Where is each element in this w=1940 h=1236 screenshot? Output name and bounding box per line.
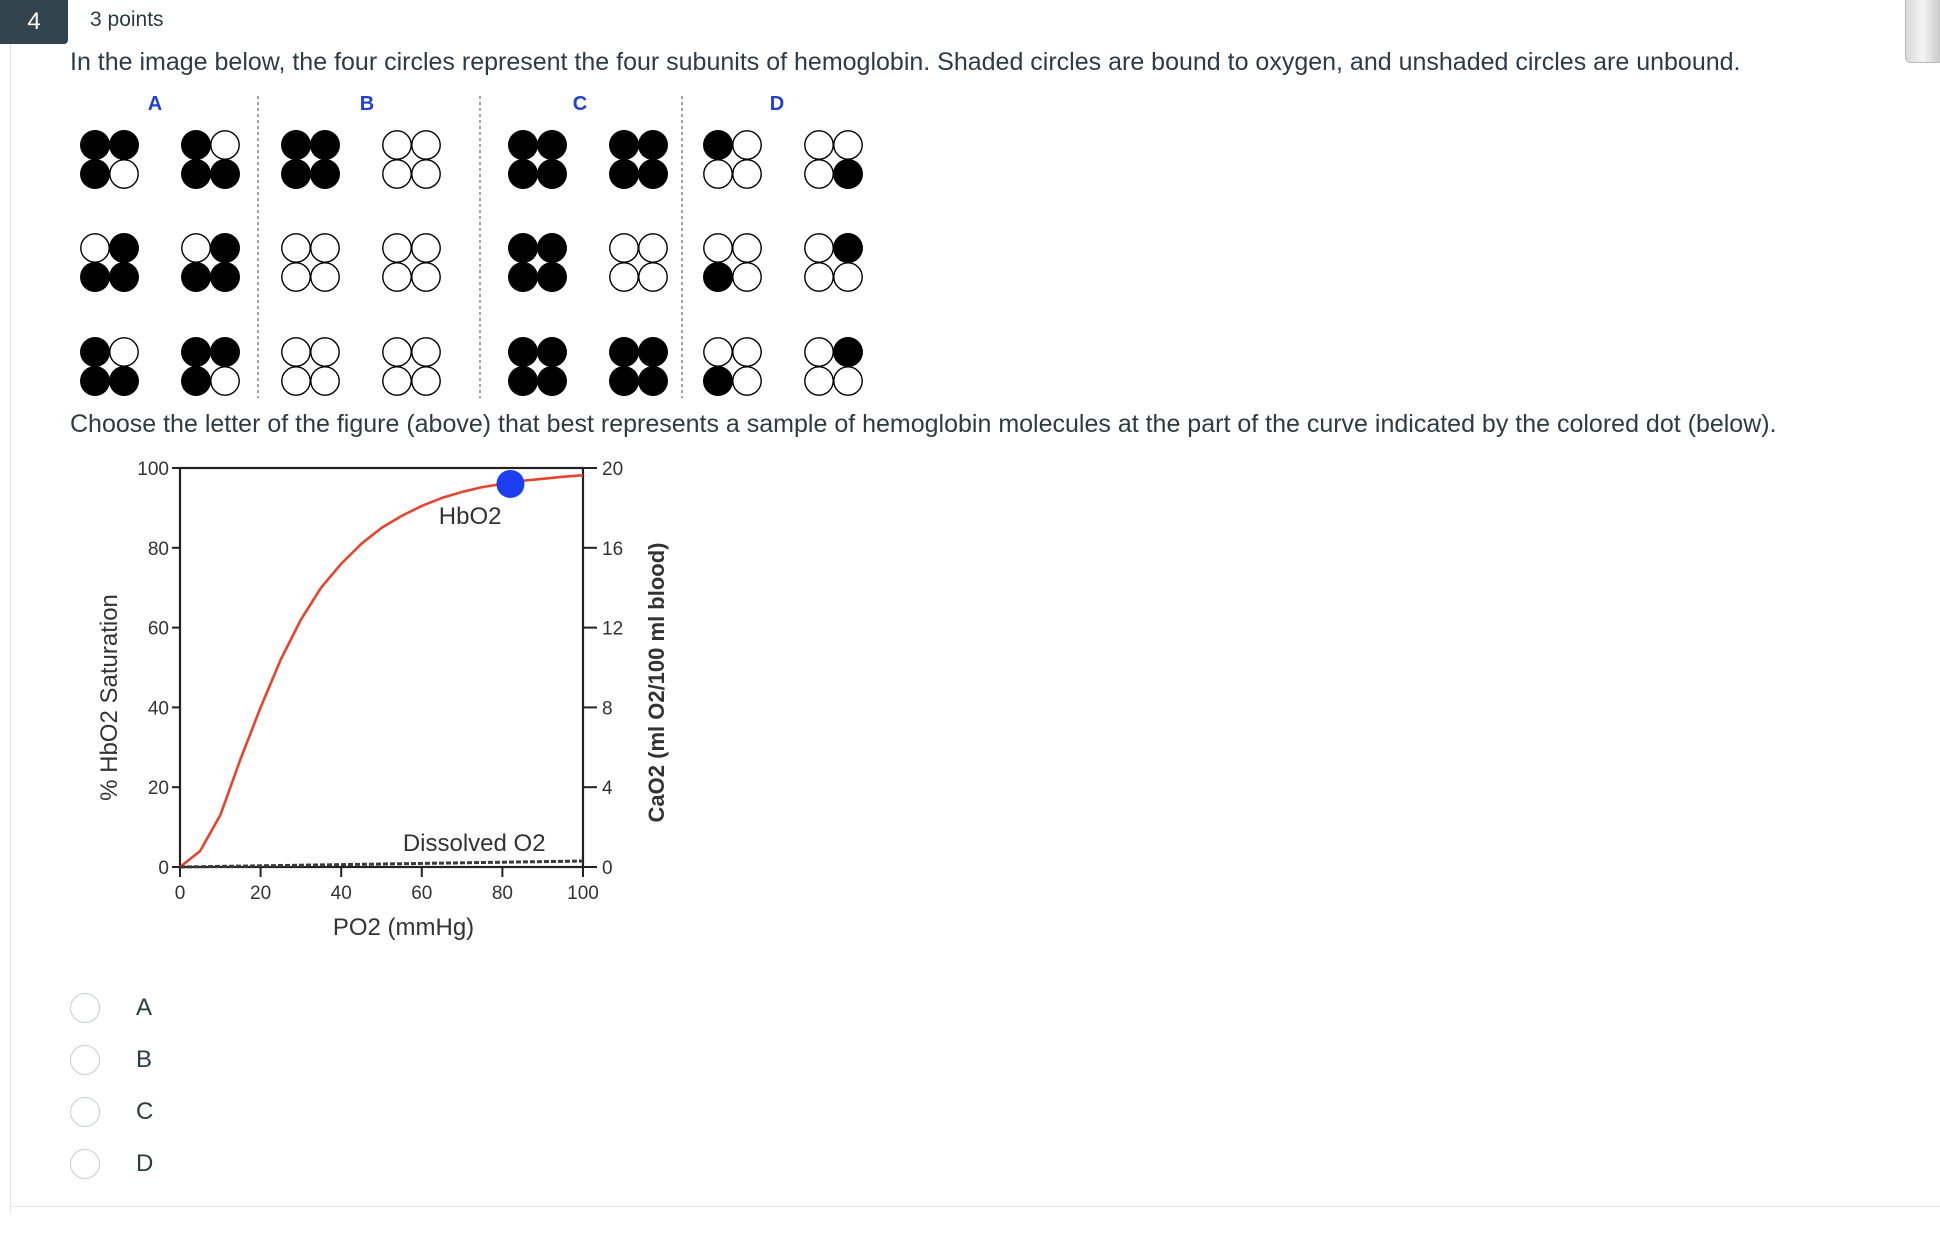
bound-subunit (80, 337, 110, 367)
bound-subunit (703, 262, 733, 292)
unbound-subunit (110, 160, 138, 188)
bound-subunit (537, 159, 567, 189)
unbound-subunit (805, 131, 833, 159)
unbound-subunit (704, 160, 732, 188)
hemoglobin-molecule (609, 337, 668, 396)
bound-subunit (80, 366, 110, 396)
hemoglobin-molecule (282, 234, 339, 291)
unbound-subunit (383, 367, 411, 395)
unbound-subunit (383, 160, 411, 188)
bound-subunit (609, 159, 639, 189)
bound-subunit (181, 262, 211, 292)
hemoglobin-molecule (805, 337, 863, 395)
unbound-subunit (704, 234, 732, 262)
unbound-subunit (733, 263, 761, 291)
hemoglobin-subunit-figure (0, 0, 1940, 410)
question-number: 4 (0, 0, 68, 44)
choice-a-label: A (136, 994, 153, 1021)
hemoglobin-molecule (703, 130, 761, 188)
y-right-tick-label: 16 (602, 538, 624, 560)
unbound-subunit (412, 338, 440, 366)
x-tick-label: 60 (411, 883, 433, 904)
hemoglobin-molecule (80, 233, 139, 292)
choice-c-label: C (136, 1098, 154, 1125)
y-right-tick-label: 12 (602, 618, 624, 640)
x-tick-label: 20 (250, 883, 272, 904)
bound-subunit (210, 233, 240, 263)
unbound-subunit (412, 160, 440, 188)
y-tick-label: 20 (147, 778, 169, 800)
unbound-subunit (834, 367, 862, 395)
bound-subunit (181, 130, 211, 160)
unbound-subunit (805, 367, 833, 395)
choice-d[interactable] (70, 1138, 153, 1190)
y-tick-label: 100 (137, 459, 169, 480)
unbound-subunit (81, 234, 109, 262)
unbound-subunit (412, 234, 440, 262)
unbound-subunit (834, 131, 862, 159)
bound-subunit (833, 233, 863, 263)
unbound-subunit (805, 234, 833, 262)
unbound-subunit (412, 263, 440, 291)
radio-d[interactable] (70, 1149, 100, 1179)
curve-marker-dot (496, 470, 524, 498)
question-points: 3 points (90, 8, 164, 31)
y-tick-label: 60 (147, 618, 169, 640)
hemoglobin-molecule (805, 131, 863, 189)
unbound-subunit (610, 234, 638, 262)
unbound-subunit (282, 367, 310, 395)
hemoglobin-molecule (80, 337, 139, 396)
unbound-subunit (733, 131, 761, 159)
unbound-subunit (383, 234, 411, 262)
dissolved-o2-annotation: Dissolved O2 (402, 830, 546, 858)
bound-subunit (508, 130, 538, 160)
bound-subunit (181, 337, 211, 367)
bound-subunit (508, 159, 538, 189)
unbound-subunit (805, 338, 833, 366)
x-tick-label: 80 (491, 883, 513, 904)
bound-subunit (80, 130, 110, 160)
bound-subunit (833, 337, 863, 367)
unbound-subunit (282, 234, 310, 262)
bound-subunit (537, 366, 567, 396)
bound-subunit (638, 366, 668, 396)
y-right-tick-label: 0 (602, 858, 613, 879)
bound-subunit (508, 262, 538, 292)
unbound-subunit (610, 263, 638, 291)
x-axis-label: PO2 (mmHg) (332, 914, 475, 941)
hemoglobin-molecule (383, 234, 440, 291)
hemoglobin-molecule (80, 130, 139, 189)
choice-b[interactable] (70, 1034, 153, 1086)
group-label-a: A (147, 93, 163, 115)
bound-subunit (80, 159, 110, 189)
bound-subunit (109, 366, 139, 396)
radio-a[interactable] (70, 993, 100, 1023)
bound-subunit (508, 233, 538, 263)
hemoglobin-molecule (703, 234, 761, 292)
y-right-tick-label: 4 (602, 778, 613, 800)
y-right-axis-label: CaO2 (ml O2/100 ml blood) (644, 542, 669, 823)
question-prompt: In the image below, the four circles represent the four subunits of hemoglobin. Shaded circles are bound to oxygen, and unshaded circles are unbound. (70, 48, 1741, 76)
unbound-subunit (733, 160, 761, 188)
unbound-subunit (733, 234, 761, 262)
unbound-subunit (182, 234, 210, 262)
group-label-d: D (769, 93, 785, 115)
bound-subunit (281, 159, 311, 189)
radio-c[interactable] (70, 1097, 100, 1127)
bound-subunit (210, 262, 240, 292)
choice-a[interactable] (70, 982, 153, 1034)
bound-subunit (833, 159, 863, 189)
unbound-subunit (282, 263, 310, 291)
hemoglobin-molecule (508, 130, 567, 189)
bound-subunit (210, 337, 240, 367)
hbo2-annotation: HbO2 (438, 502, 502, 530)
unbound-subunit (311, 263, 339, 291)
y-right-tick-label: 8 (602, 698, 613, 720)
bound-subunit (109, 262, 139, 292)
radio-b[interactable] (70, 1045, 100, 1075)
bound-subunit (281, 130, 311, 160)
bound-subunit (537, 233, 567, 263)
bound-subunit (508, 366, 538, 396)
bound-subunit (609, 130, 639, 160)
unbound-subunit (834, 263, 862, 291)
x-tick-label: 40 (330, 883, 352, 904)
hemoglobin-molecule (508, 337, 567, 396)
bound-subunit (703, 366, 733, 396)
unbound-subunit (639, 234, 667, 262)
unbound-subunit (311, 338, 339, 366)
hemoglobin-molecule (181, 233, 240, 292)
question-instruction: Choose the letter of the figure (above) that best represents a sample of hemoglobin molecules at the part of the curve indicated by the colored dot (below). (70, 410, 1777, 438)
hemoglobin-molecule (703, 338, 761, 396)
y-right-tick-label: 20 (602, 459, 624, 480)
unbound-subunit (383, 338, 411, 366)
unbound-subunit (110, 338, 138, 366)
hemoglobin-molecule (609, 130, 668, 189)
hemoglobin-molecule (805, 233, 863, 291)
group-label-b: B (359, 93, 375, 115)
bound-subunit (537, 337, 567, 367)
hbo2-curve (180, 475, 583, 867)
bound-subunit (80, 262, 110, 292)
bound-subunit (109, 233, 139, 263)
choice-d-label: D (136, 1150, 154, 1177)
unbound-subunit (412, 367, 440, 395)
unbound-subunit (733, 338, 761, 366)
unbound-subunit (639, 263, 667, 291)
bound-subunit (638, 337, 668, 367)
bottom-divider (10, 1206, 1940, 1207)
unbound-subunit (805, 160, 833, 188)
plot-frame (180, 468, 583, 867)
unbound-subunit (383, 263, 411, 291)
bound-subunit (638, 130, 668, 160)
unbound-subunit (311, 234, 339, 262)
dissolved-o2-line (180, 861, 583, 867)
hemoglobin-molecule (383, 338, 440, 395)
unbound-subunit (733, 367, 761, 395)
answer-choices (70, 982, 153, 1190)
bound-subunit (310, 130, 340, 160)
hemoglobin-molecule (282, 338, 339, 395)
unbound-subunit (412, 131, 440, 159)
hemoglobin-molecule (181, 130, 240, 189)
bound-subunit (638, 159, 668, 189)
unbound-subunit (311, 367, 339, 395)
bound-subunit (109, 130, 139, 160)
unbound-subunit (805, 263, 833, 291)
hemoglobin-molecule (383, 131, 440, 188)
x-tick-label: 0 (174, 883, 186, 904)
y-tick-label: 40 (147, 698, 169, 720)
hemoglobin-molecule (610, 234, 667, 291)
bound-subunit (609, 366, 639, 396)
y-tick-label: 80 (147, 538, 169, 560)
group-label-c: C (572, 93, 588, 115)
unbound-subunit (282, 338, 310, 366)
bound-subunit (210, 159, 240, 189)
bound-subunit (537, 262, 567, 292)
x-tick-label: 100 (567, 883, 599, 904)
unbound-subunit (211, 367, 239, 395)
bound-subunit (181, 366, 211, 396)
unbound-subunit (704, 338, 732, 366)
bound-subunit (703, 130, 733, 160)
bound-subunit (508, 337, 538, 367)
unbound-subunit (383, 131, 411, 159)
hemoglobin-molecule (508, 233, 567, 292)
y-tick-label: 0 (158, 858, 169, 879)
bound-subunit (310, 159, 340, 189)
hemoglobin-molecule (181, 337, 240, 396)
unbound-subunit (211, 131, 239, 159)
choice-c[interactable] (70, 1086, 153, 1138)
bound-subunit (537, 130, 567, 160)
bound-subunit (609, 337, 639, 367)
hemoglobin-molecule (281, 130, 340, 189)
bound-subunit (181, 159, 211, 189)
choice-b-label: B (136, 1046, 153, 1073)
y-axis-label: % HbO2 Saturation (96, 594, 123, 801)
